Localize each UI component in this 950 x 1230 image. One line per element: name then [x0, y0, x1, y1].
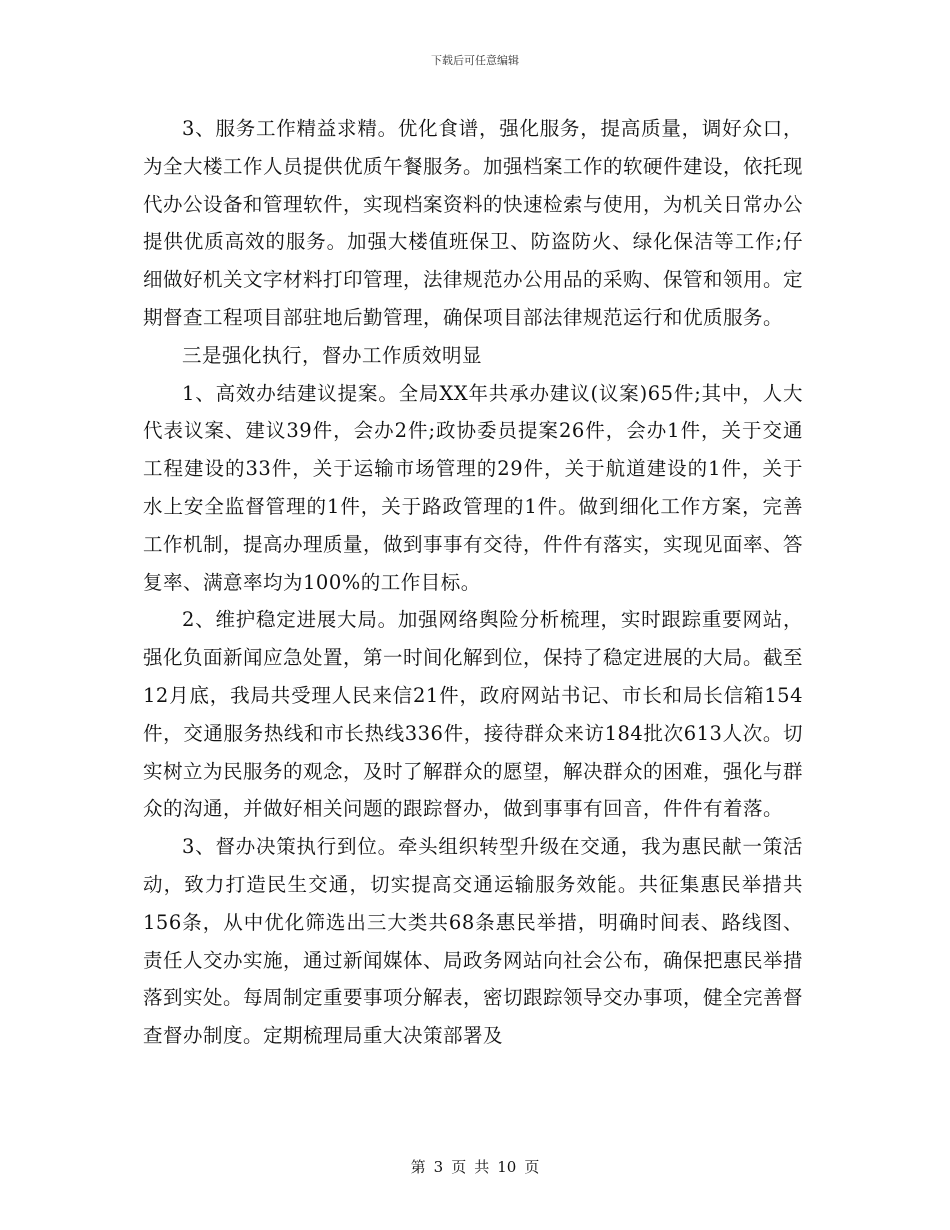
footer-current-page: 3: [433, 1158, 444, 1176]
footer-total-pages: 10: [497, 1158, 517, 1176]
page-header: 下载后可任意编辑: [431, 54, 519, 67]
footer-label-total: 共: [474, 1158, 490, 1176]
footer-label-page: 第: [410, 1158, 426, 1176]
paragraph: 3、服务工作精益求精。优化食谱，强化服务，提高质量，调好众口，为全大楼工作人员提供优质午餐服务。加强档案工作的软硬件建设，依托现代办公设备和管理软件，实现档案资料的快速检索与使用，为机关日常办公提供优质高效的服务。加强大楼值班保卫、防盗防火、绿化保洁等工作;仔细做好机关文字材料打印管理，法律规范办公用品的采购、保管和领用。定期督查工程项目部驻地后勤管理，确保项目部法律规范运行和优质服务。: [143, 117, 804, 329]
section-heading: 三是强化执行，督办工作质效明显: [182, 343, 483, 367]
paragraph: 1、高效办结建议提案。全局XX年共承办建议(议案)65件;其中，人大代表议案、建议39件，会办2件;政协委员提案26件，会办1件，关于交通工程建设的33件，关于运输市场管理的29件，关于航道建设的1件，关于水上安全监督管理的1件，关于路政管理的1件。做到细化工作方案，完善工作机制，提高办理质量，做到事事有交待，件件有落实，实现见面率、答复率、满意率均为100%的工作目标。: [143, 381, 804, 594]
footer-label-of: 页: [451, 1158, 467, 1176]
paragraph: 2、维护稳定进展大局。加强网络舆险分析梳理，实时跟踪重要网站，强化负面新闻应急处置，第一时间化解到位，保持了稳定进展的大局。截至12月底，我局共受理人民来信21件，政府网站书记、市长和局长信箱154件，交通服务热线和市长热线336件，接待群众来访184批次613人次。切实树立为民服务的观念，及时了解群众的愿望，解决群众的困难，强化与群众的沟通，并做好相关问题的跟踪督办，做到事事有回音，件件有着落。: [143, 608, 804, 821]
document-body: [143, 110, 803, 1055]
page-number: [0, 1156, 950, 1177]
paragraph: 3、督办决策执行到位。牵头组织转型升级在交通，我为惠民献一策活动，致力打造民生交通，切实提高交通运输服务效能。共征集惠民举措共156条，从中优化筛选出三大类共68条惠民举措，明确时间表、路线图、责任人交办实施，通过新闻媒体、局政务网站向社会公布，确保把惠民举措落到实处。每周制定重要事项分解表，密切跟踪领导交办事项，健全完善督查督办制度。定期梳理局重大决策部署及: [143, 835, 804, 1048]
footer-label-end: 页: [524, 1158, 540, 1176]
